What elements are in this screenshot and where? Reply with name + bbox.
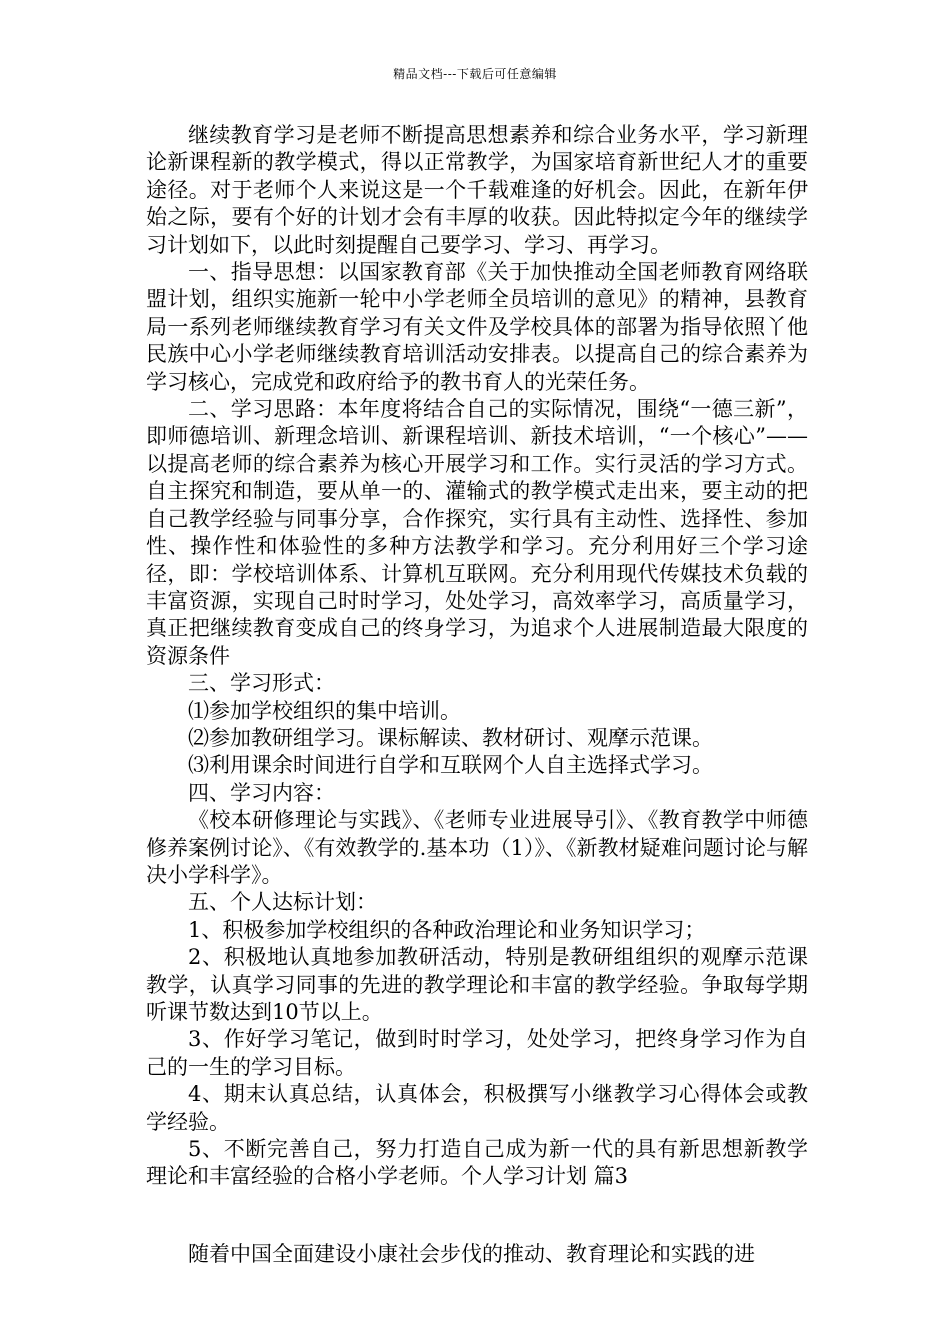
blank-spacer: [146, 1191, 808, 1241]
list-item-goal-4: 4、期末认真总结，认真体会，积极撰写小继教学习心得体会或教学经验。: [146, 1082, 808, 1134]
list-item-study-form-2: ⑵参加教研组学习。课标解读、教材研讨、观摩示范课。: [188, 725, 713, 750]
list-item-study-form-3: ⑶利用课余时间进行自学和互联网个人自主选择式学习。: [188, 753, 713, 778]
paragraph-intro: 继续教育学习是老师不断提高思想素养和综合业务水平，学习新理论新课程新的教学模式，得以正常教学，为国家培育新世纪人才的重要途径。对于老师个人来说这是一个千载难逢的好机会。因此，在新年伊始之际，要有个好的计划才会有丰厚的收获。因此特拟定今年的继续学习计划如下，以此时刻提醒自己要学习、学习、再学习。: [146, 123, 808, 257]
heading-study-form: 三、学习形式：: [188, 671, 335, 696]
heading-personal-goals: 五、个人达标计划：: [188, 890, 377, 915]
paragraph-next-section: 随着中国全面建设小康社会步伐的推动、教育理论和实践的进: [188, 1241, 755, 1266]
heading-study-content: 四、学习内容：: [188, 780, 335, 805]
page-header: 精品文档---下载后可任意编辑: [393, 67, 557, 81]
paragraph-study-content: 《校本研修理论与实践》、《老师专业进展导引》、《教育教学中师德修养案例讨论》、《有效教学的.基本功（1）》、《新教材疑难问题讨论与解决小学科学》。: [146, 808, 808, 887]
list-item-goal-5: 5、不断完善自己，努力打造自己成为新一代的具有新思想新教学理论和丰富经验的合格小学老师。个人学习计划 篇3: [146, 1137, 808, 1189]
document-body: [146, 122, 808, 1268]
paragraph-guiding-thought: 一、指导思想：以国家教育部《关于加快推动全国老师教育网络联盟计划，组织实施新一轮中小学老师全员培训的意见》的精神，县教育局一系列老师继续教育学习有关文件及学校具体的部署为指导依照丫他民族中心小学老师继续教育培训活动安排表。以提高自己的综合素养为学习核心，完成党和政府给予的教书育人的光荣任务。: [146, 260, 808, 394]
list-item-goal-2: 2、积极地认真地参加教研活动，特别是教研组组织的观摩示范课教学，认真学习同事的先进的教学理论和丰富的教学经验。争取每学期听课节数达到10节以上。: [146, 945, 808, 1024]
paragraph-study-approach: 二、学习思路：本年度将结合自己的实际情况，围绕“一德三新”，即师德培训、新理念培训、新课程培训、新技术培训，“一个核心”——以提高老师的综合素养为核心开展学习和工作。实行灵活的学习方式。自主探究和制造，要从单一的、灌输式的教学模式走出来，要主动的把自己教学经验与同事分享，合作探究，实行具有主动性、选择性、参加性、操作性和体验性的多种方法教学和学习。充分利用好三个学习途径，即：学校培训体系、计算机互联网。充分利用现代传媒技术负载的丰富资源，实现自己时时学习，处处学习，高效率学习，高质量学习，真正把继续教育变成自己的终身学习，为追求个人进展制造最大限度的资源条件: [146, 397, 808, 668]
list-item-goal-3: 3、作好学习笔记，做到时时学习，处处学习，把终身学习作为自己的一生的学习目标。: [146, 1027, 808, 1079]
list-item-study-form-1: ⑴参加学校组织的集中培训。: [188, 698, 461, 723]
list-item-goal-1: 1、积极参加学校组织的各种政治理论和业务知识学习；: [188, 917, 706, 942]
